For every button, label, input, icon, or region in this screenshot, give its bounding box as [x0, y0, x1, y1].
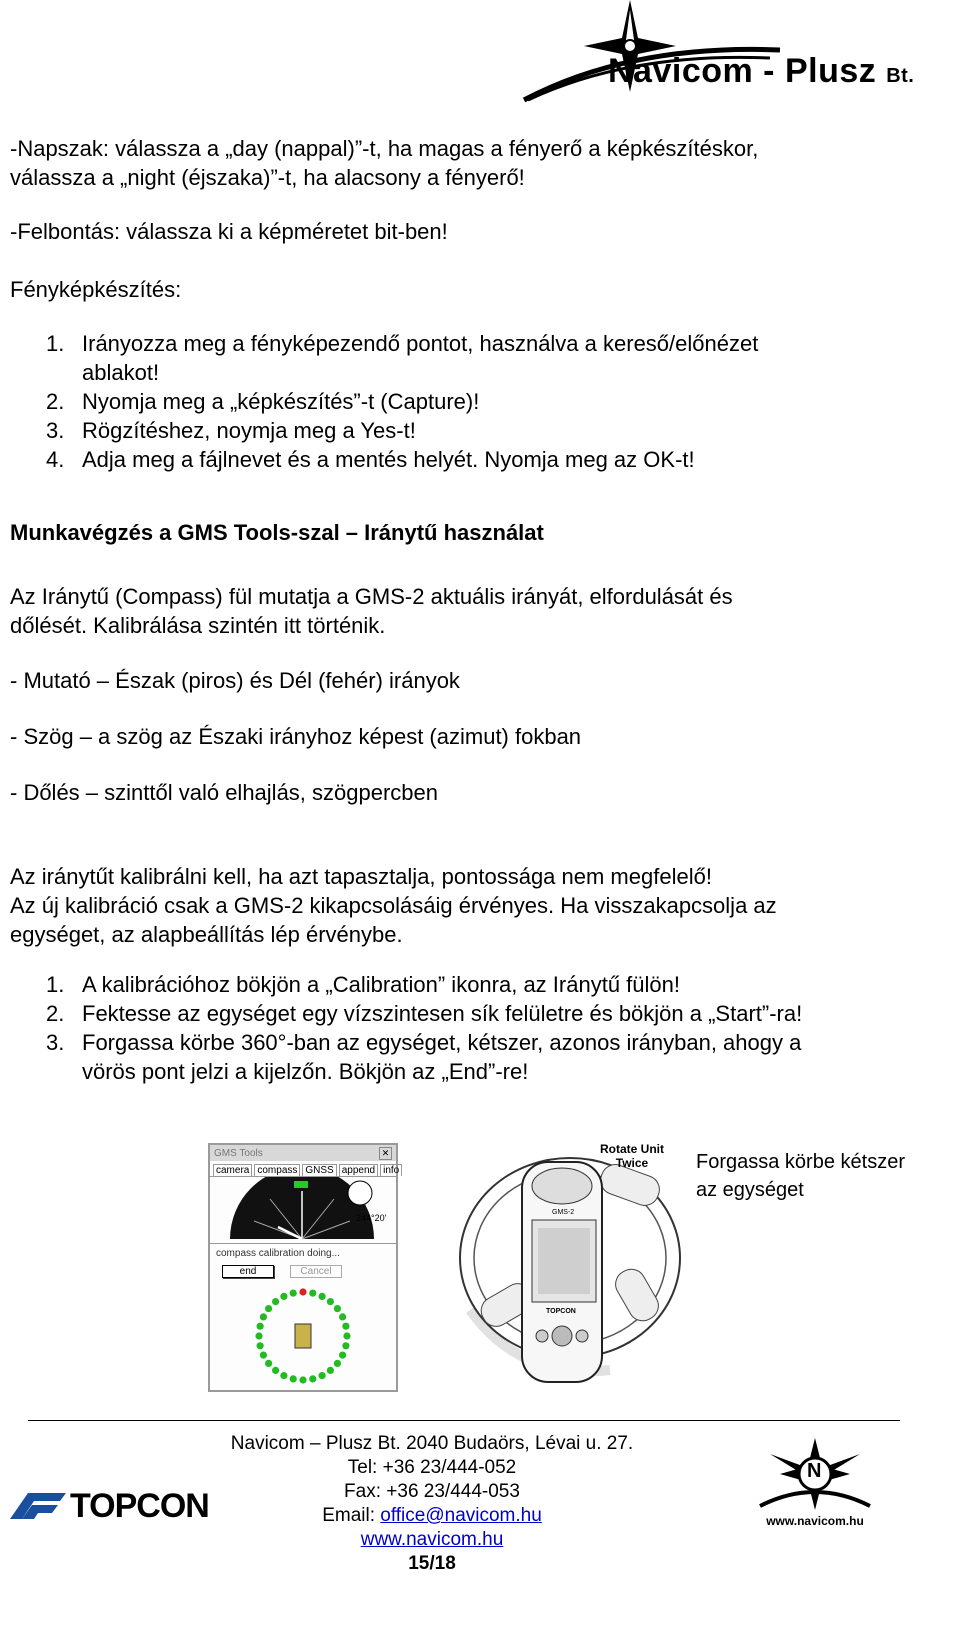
calibration-ring-icon: [210, 1282, 396, 1392]
doles-line: - Dőlés – szinttől való elhajlás, szögpercben: [10, 780, 439, 805]
calibration-dot: [290, 1375, 297, 1382]
calibration-dot: [319, 1293, 326, 1300]
szog-line: - Szög – a szög az Északi irányhoz képest (azimut) fokban: [10, 724, 582, 749]
napszak-paragraph: [10, 134, 940, 192]
topcon-logo-text: TOPCON: [70, 1486, 209, 1525]
cancel-button[interactable]: Cancel: [290, 1265, 342, 1278]
list-item: 1. A kalibrációhoz bökjön a „Calibration” ikonra, az Iránytű fülön!: [46, 970, 936, 999]
calibration-dot: [280, 1293, 287, 1300]
calibration-dot: [265, 1360, 272, 1367]
list-item: 2. Nyomja meg a „képkészítés”-t (Capture)!: [46, 387, 936, 416]
calibration-dot: [255, 1332, 262, 1339]
calibration-dot: [342, 1323, 349, 1330]
calibration-dot: [299, 1376, 306, 1383]
tab-gnss[interactable]: GNSS: [302, 1164, 336, 1176]
calibration-dot: [260, 1352, 267, 1359]
list-item-text: A kalibrációhoz bökjön a „Calibration” ikonra, az Iránytű fülön!: [82, 972, 680, 997]
mutato-line: - Mutató – Észak (piros) és Dél (fehér) irányok: [10, 668, 460, 693]
calibration-dot: [290, 1290, 297, 1297]
device-marker-icon: [295, 1324, 311, 1348]
calibration-dot: [343, 1332, 350, 1339]
list-item-text: Forgassa körbe 360°-ban az egységet, kétszer, azonos irányban, ahogy a vörös pont jelzi a kijelzőn. Bökjön az „End”-re!: [82, 1030, 802, 1084]
tab-info[interactable]: info: [380, 1164, 402, 1176]
calibration-dot: [334, 1305, 341, 1312]
tab-compass[interactable]: compass: [254, 1164, 300, 1176]
calibration-dot: [272, 1298, 279, 1305]
list-item-text: Irányozza meg a fényképezendő pontot, használva a kereső/előnézet ablakot!: [82, 331, 759, 385]
list-item: 3. Rögzítéshez, noymja meg a Yes-t!: [46, 416, 936, 445]
logo-text: Navicom - Plusz: [608, 52, 877, 90]
list-item-text: Nyomja meg a „képkészítés”-t (Capture)!: [82, 389, 480, 414]
list-item: 4. Adja meg a fájlnevet és a mentés helyét. Nyomja meg az OK-t!: [46, 445, 936, 474]
footer-email-line: Email: office@navicom.hu: [322, 1505, 542, 1526]
list-item-text: Adja meg a fájlnevet és a mentés helyét. Nyomja meg az OK-t!: [82, 447, 695, 472]
tab-bar: [210, 1161, 400, 1177]
tab-camera[interactable]: camera: [213, 1164, 252, 1176]
napszak-line-2: válassza a „night (éjszaka)”-t, ha alacsony a fényerő!: [10, 165, 525, 190]
rotate-unit-label: Rotate Unit Twice: [600, 1142, 664, 1170]
footer-contact: [200, 1432, 664, 1576]
gms2-device-rotation-icon: [450, 1140, 690, 1395]
list-item: 2. Fektesse az egységet egy vízszintesen sík felületre és bökjön a „Start”-ra!: [46, 999, 936, 1028]
felbontas-paragraph: -Felbontás: válassza ki a képméretet bit-ben!: [10, 219, 448, 244]
end-button[interactable]: end: [222, 1265, 274, 1278]
device-illustration: [450, 1140, 690, 1395]
navicom-footer-logo: [750, 1438, 880, 1530]
list-item-text: Rögzítéshez, noymja meg a Yes-t!: [82, 418, 416, 443]
list-item-text: Fektesse az egységet egy vízszintesen sík felületre és bökjön a „Start”-ra!: [82, 1001, 803, 1026]
calibration-dot: [339, 1313, 346, 1320]
device-brand-label: TOPCON: [546, 1308, 576, 1315]
footer-company: Navicom – Plusz Bt. 2040 Budaörs, Lévai u. 27.: [230, 1433, 634, 1454]
footer-web-link[interactable]: www.navicom.hu: [360, 1529, 504, 1550]
calibration-dot: [334, 1360, 341, 1367]
gms-tools-window: [208, 1143, 398, 1392]
photo-steps-list: [46, 329, 936, 474]
window-titlebar: [210, 1145, 396, 1161]
calibration-dot: [257, 1342, 264, 1349]
section-description: Az Iránytű (Compass) fül mutatja a GMS-2 aktuális irányát, elfordulását és dőlését. Kalibrálása szintén itt történik.: [10, 584, 733, 638]
calibration-dot: [265, 1305, 272, 1312]
footer-fax: Fax: +36 23/444-053: [344, 1481, 520, 1502]
calibration-dot: [309, 1290, 316, 1297]
calibration-dot: [272, 1367, 279, 1374]
calibration-dot: [280, 1372, 287, 1379]
calibration-dot: [339, 1352, 346, 1359]
compass-dial-icon: [210, 1177, 396, 1243]
calibration-dot: [327, 1298, 334, 1305]
footer-divider: [28, 1420, 900, 1421]
section-title: Munkavégzés a GMS Tools-szal – Iránytű használat: [10, 520, 544, 545]
calibration-paragraph: Az iránytűt kalibrálni kell, ha azt tapasztalja, pontossága nem megfelelő! Az új kalibráció csak a GMS-2 kikapcsolásáig érvényes. Ha visszakapcsolja az egységet, az alapbeállítás lép érvénybe.: [10, 864, 777, 947]
calibration-dot: [319, 1372, 326, 1379]
tab-append[interactable]: append: [339, 1164, 378, 1176]
calibration-dot: [342, 1342, 349, 1349]
calibration-dot: [257, 1323, 264, 1330]
navicom-logo-letter: N: [807, 1460, 822, 1482]
topcon-logo: [8, 1486, 209, 1526]
list-item: 1. Irányozza meg a fényképezendő pontot, használva a kereső/előnézet ablakot!: [46, 329, 936, 387]
logo-suffix: Bt.: [886, 65, 915, 87]
footer-tel: Tel: +36 23/444-052: [347, 1457, 517, 1478]
device-model-label: GMS-2: [552, 1209, 575, 1216]
angle-readout: 244°20': [356, 1213, 387, 1223]
calibration-dot: [260, 1313, 267, 1320]
page-number: 15/18: [408, 1553, 456, 1574]
image-caption: Forgassa körbe kétszer az egységet: [696, 1151, 905, 1201]
fenykepkeszites-heading: Fényképkészítés:: [10, 277, 182, 302]
list-item: 3. Forgassa körbe 360°-ban az egységet, kétszer, azonos irányban, ahogy a vörös pont jelzi a kijelzőn. Bökjön az „End”-re!: [46, 1028, 936, 1086]
navicom-logo-url: www.navicom.hu: [766, 1514, 864, 1528]
window-title: GMS Tools: [214, 1147, 263, 1159]
header-logo: [520, 0, 920, 105]
calibration-dot: [309, 1375, 316, 1382]
topcon-mark-icon: [8, 1489, 68, 1523]
calibration-dot: [327, 1367, 334, 1374]
calibration-status: compass calibration doing...: [210, 1243, 396, 1261]
calibration-steps-list: [46, 970, 936, 1086]
calibration-red-dot: [299, 1288, 306, 1295]
napszak-line-1: -Napszak: válassza a „day (nappal)”-t, ha magas a fényerő a képkészítéskor,: [10, 136, 759, 161]
close-icon[interactable]: ✕: [379, 1147, 392, 1160]
footer-email-link[interactable]: office@navicom.hu: [380, 1505, 542, 1526]
